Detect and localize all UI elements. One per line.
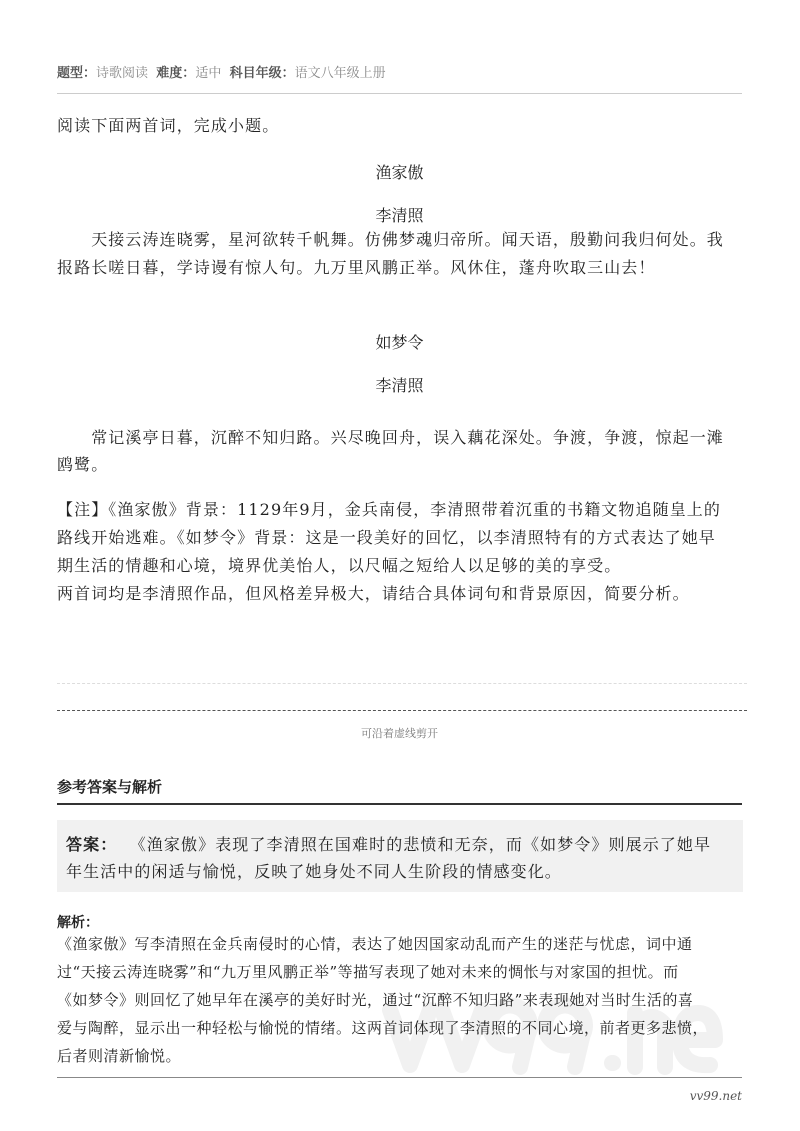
cut-line [57,710,747,711]
light-dashed-divider [57,683,747,684]
analysis-line: 《渔家傲》写李清照在金兵南侵时的心情，表达了她因国家动乱而产生的迷茫与忧虑，词中通 [57,935,693,953]
answer-label: 答案： [66,835,118,854]
poem2-line: 常记溪亭日暮，沉醉不知归路。兴尽晚回舟，误入藕花深处。争渡，争渡，惊起一滩 [57,428,724,447]
analysis-line: 《如梦令》则回忆了她早年在溪亭的美好时光，通过“沉醉不知归路”来表现她对当时生活的喜 [57,991,694,1009]
footer-site: vv99.net [689,1089,742,1103]
poem2-author: 李清照 [375,376,424,395]
answer-line [66,835,756,855]
intro-text: 阅读下面两首词，完成小题。 [57,116,280,135]
type-value: 诗歌阅读 [96,66,149,81]
analysis-line: 过“天接云涛连晓雾”和“九万里风鹏正举”等描写表现了她对未来的惆怅与对家国的担忧。而 [57,963,679,981]
analysis-line: 爱与陶醉，显示出一种轻松与愉悦的情绪。这两首词体现了李清照的不同心境，前者更多悲愤， [57,1019,709,1037]
grade-label: 科目年级： [229,66,295,81]
header-divider [57,93,742,94]
difficulty-label: 难度： [156,66,196,81]
note-line: 路线开始逃难。《如梦令》背景：这是一段美好的回忆，以李清照特有的方式表达了她早 [57,528,716,547]
poem1-title: 渔家傲 [375,163,424,182]
answer-text: 《渔家傲》表现了李清照在国难时的悲愤和无奈，而《如梦令》则展示了她早 [129,835,712,854]
poem1-author: 李清照 [375,206,424,225]
section-divider [57,803,742,805]
footer-divider [57,1077,742,1078]
poem1-line: 报路长嗟日暮，学诗谩有惊人句。九万里风鹏正举。风休住，蓬舟吹取三山去！ [57,258,656,277]
cut-hint: 可沿着虚线剪开 [361,727,438,740]
poem1-line: 天接云涛连晓雾，星河欲转千帆舞。仿佛梦魂归帝所。闻天语，殷勤问我归何处。我 [57,230,724,249]
poem2-title: 如梦令 [375,333,424,352]
analysis-line: 后者则清新愉悦。 [57,1047,182,1065]
grade-value: 语文八年级上册 [294,66,386,81]
answer-line: 年生活中的闲适与愉悦，反映了她身处不同人生阶段的情感变化。 [66,862,562,881]
note-line: 期生活的情趣和心境，境界优美怡人，以尺幅之短给人以足够的美的享受。 [57,556,622,575]
type-label: 题型： [57,66,97,81]
difficulty-value: 适中 [195,66,222,81]
answer-section-title: 参考答案与解析 [57,778,163,796]
note-line: 【注】《渔家傲》背景：1129年9月，金兵南侵，李清照带着沉重的书籍文物追随皇上的 [57,500,721,519]
poem2-line: 鸥鹭。 [57,455,109,474]
question-meta [57,62,386,81]
analysis-label: 解析： [57,915,99,931]
question-line: 两首词均是李清照作品，但风格差异极大，请结合具体词句和背景原因，简要分析。 [57,584,690,603]
